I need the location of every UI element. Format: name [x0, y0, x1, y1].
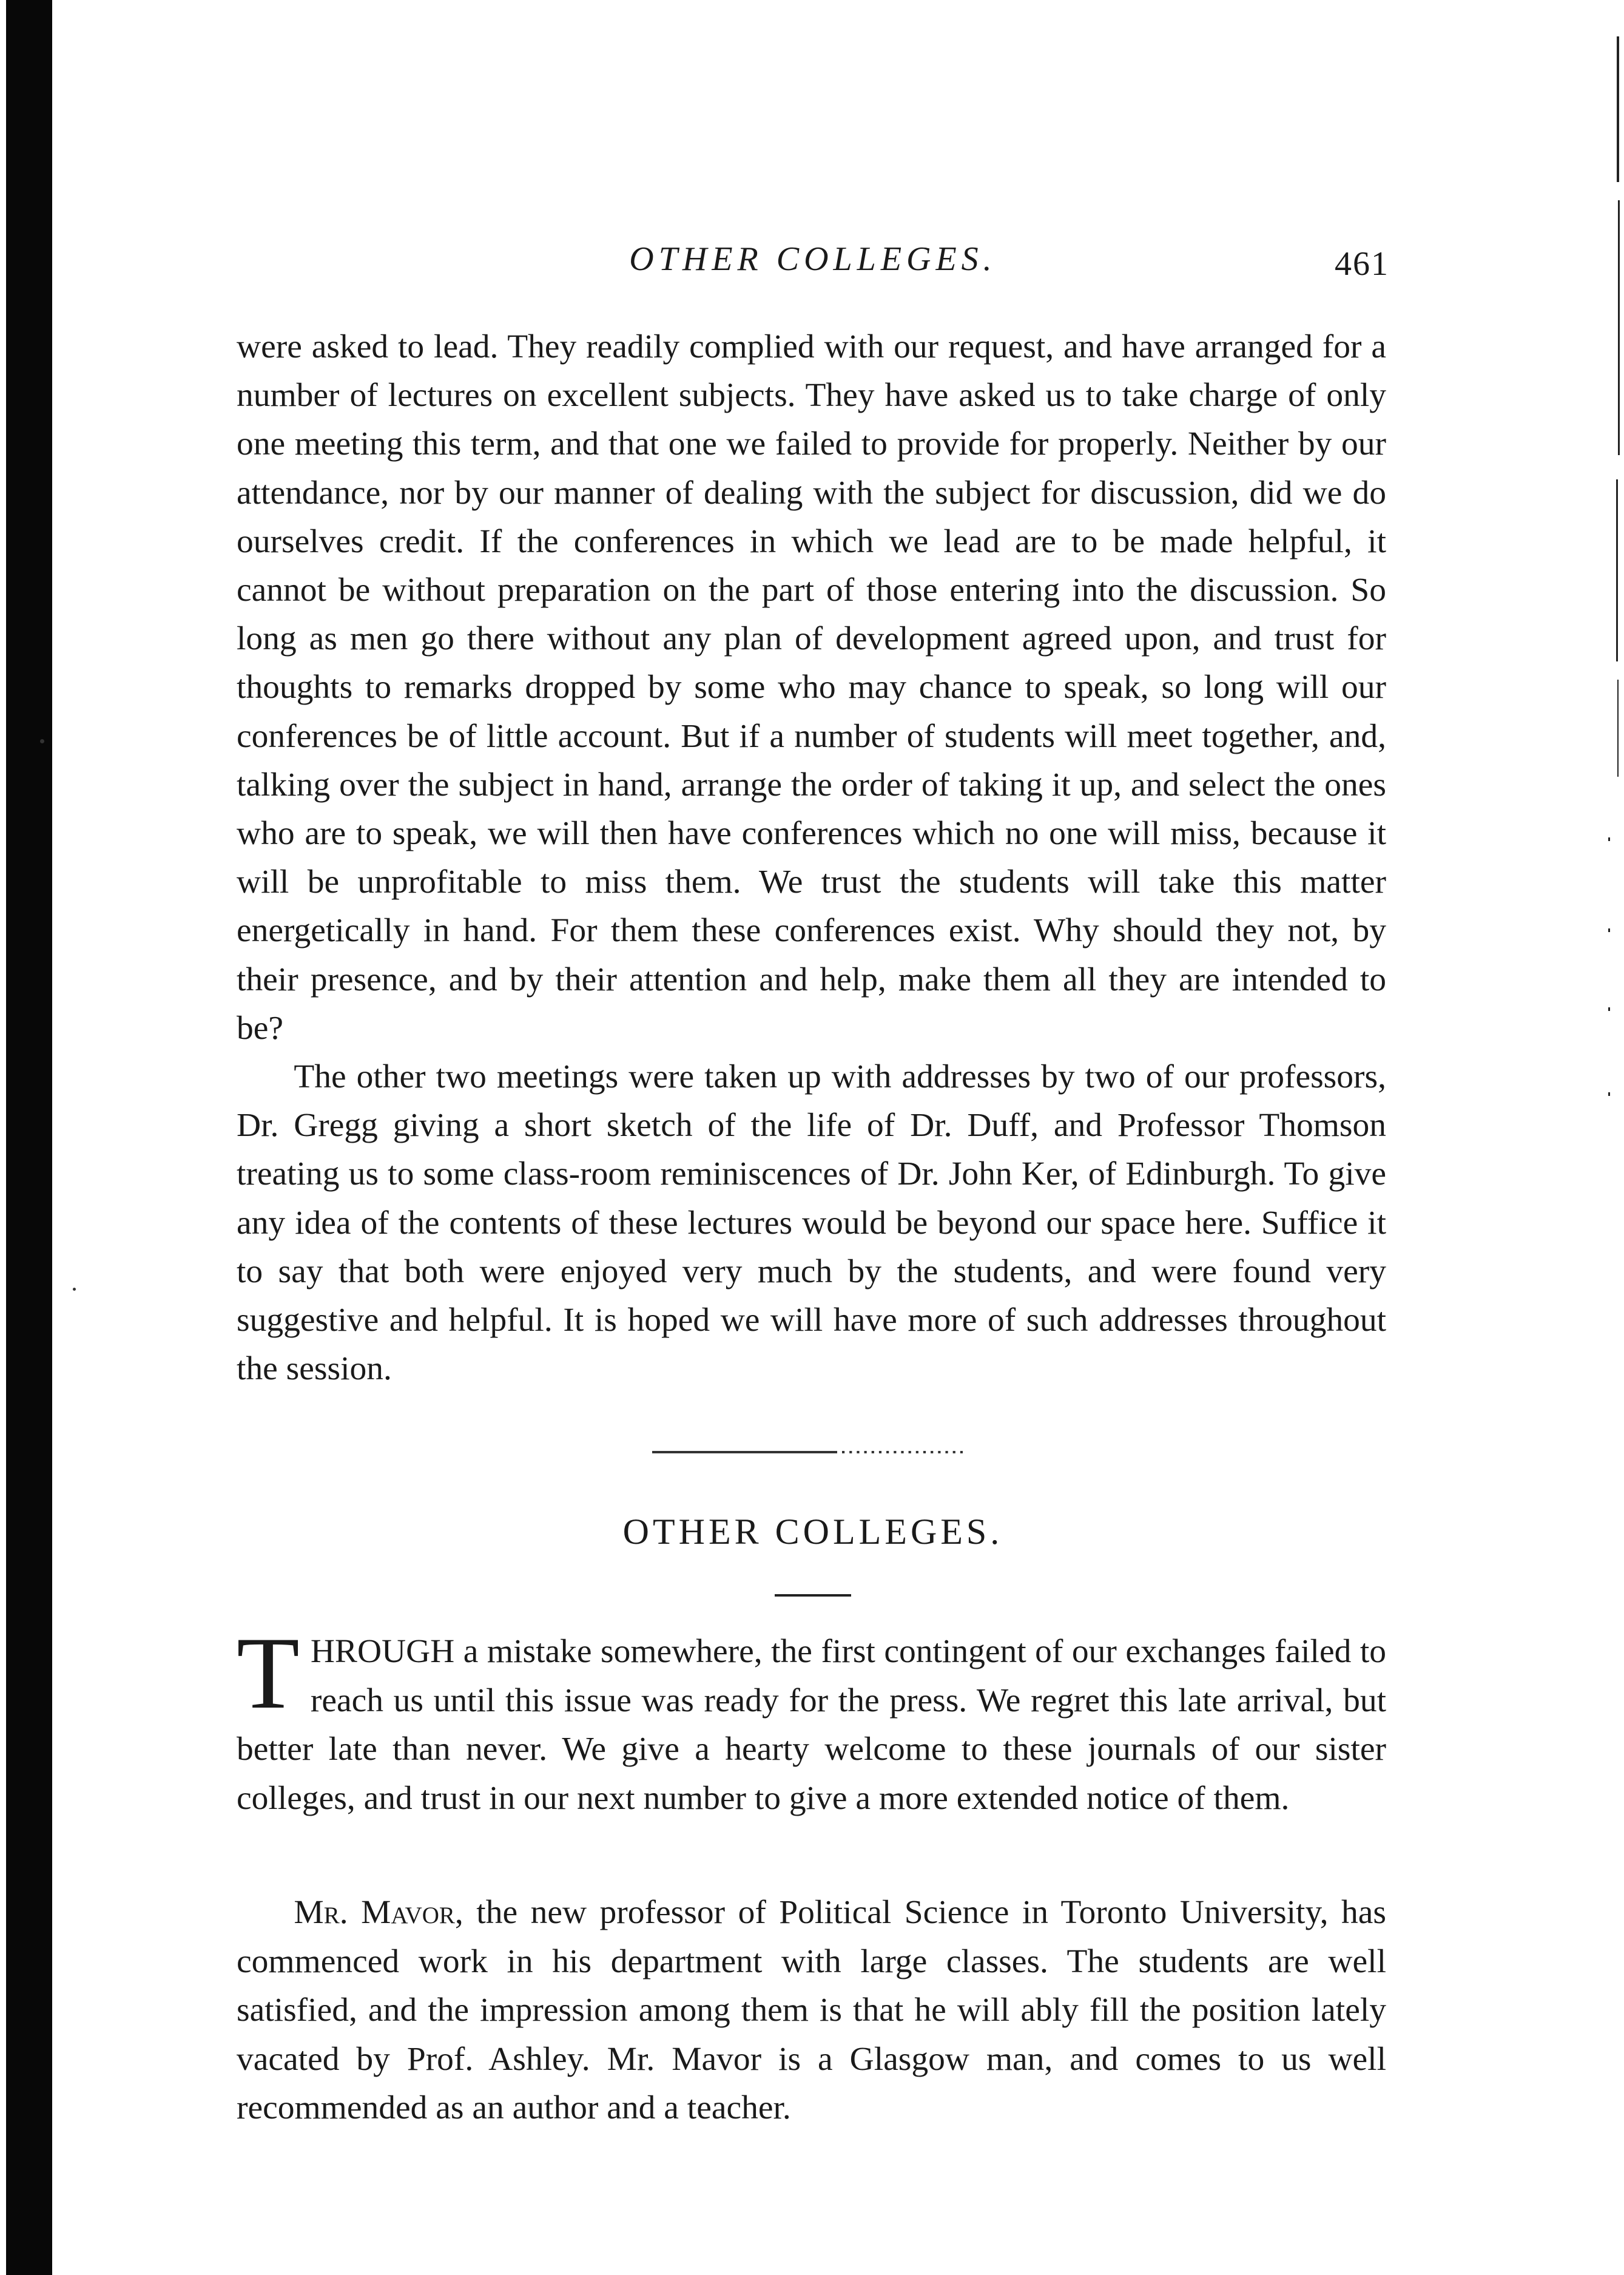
title-underline: [775, 1594, 851, 1597]
lead-word: HROUGH: [310, 1633, 455, 1670]
scan-speck: [40, 739, 44, 743]
paragraph-mavor: [237, 1888, 1386, 2133]
paragraph-mavor-text: , the new professor of Political Science in Toronto University, has commenced work in his department with large classes. The students are well satisfied, and the impression among them is that he will ably fill the position lately vacated by Prof. Ashley. Mr. Mavor is a Glasgow man, and comes to us well recommended as an author and a teacher.: [237, 1894, 1386, 2126]
paragraph-addresses: The other two meetings were taken up with addresses by two of our professors, Dr. Gregg giving a short sketch of the life of Dr. Duff, and Professor Thomson treating us to some class-room reminiscences of Dr. John Ker, of Edinburgh. To give any idea of the contents of these lectures would be beyond our space here. Suffice it to say that both were enjoyed very much by the students, and were found very suggestive and helpful. It is hoped we will have more of such addresses throughout the session.: [237, 1058, 1386, 1388]
binding-shadow: [0, 0, 52, 2275]
drop-cap: T: [237, 1616, 300, 1730]
scan-speck: [73, 1288, 76, 1291]
page-edge: [0, 0, 6, 2275]
running-title: OTHER COLLEGES.: [629, 240, 997, 278]
paragraph-exchanges: [237, 1616, 1386, 1823]
paragraph-conferences: were asked to lead. They readily complied with our request, and have arranged for a number of lectures on excellent subjects. They have asked us to take charge of only one meeting this term, and that one we failed to provide for properly. Neither by our attendance, nor by our manner of dealing with the subject for discussion, did we do ourselves credit. If the conferences in which we lead are to be made helpful, it cannot be without preparation on the part of those entering into the discussion. So long as men go there without any plan of development agreed upon, and trust for thoughts to remarks dropped by some who may chance to speak, so long will our conferences be of little account. But if a number of students will meet together, and, talking over the subject in hand, arrange the order of taking it up, and select the ones who are to speak, we will then have conferences which no one will miss, because it will be unprofitable to miss them. We trust the students will take this matter energetically in hand. For them these conferences exist. Why should they not, by their presence, and by their attention and help, make them all they are intended to be?: [237, 328, 1386, 1047]
paragraph-exchanges-text: a mistake somewhere, the first contingent of our exchanges failed to reach us until this issue was ready for the press. We regret this late arrival, but better late than never. We give a hearty welcome to these journals of our sister colleges, and trust in our next number to give a more extended notice of them.: [237, 1633, 1386, 1817]
running-head: [237, 240, 1389, 288]
page-number: 461: [1335, 245, 1389, 283]
section-divider-fade: [837, 1451, 968, 1453]
name-mavor: Mr. Mavor: [294, 1894, 455, 1931]
article-continuation: [237, 323, 1386, 1393]
section-title: OTHER COLLEGES.: [622, 1512, 1003, 1552]
right-scan-edge: [1600, 0, 1624, 2275]
other-colleges-section: [237, 1616, 1386, 2133]
